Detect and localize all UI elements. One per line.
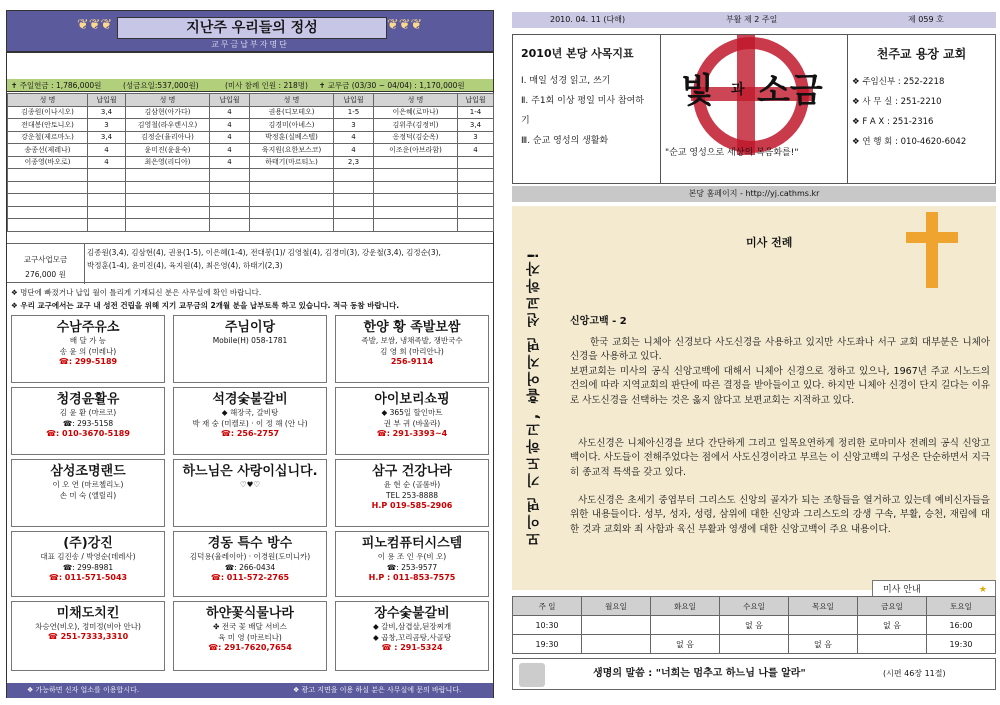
schedule-cell xyxy=(582,635,651,654)
table-cell: 전대봉(안토니오) xyxy=(8,119,88,132)
ad-title: (주)강진 xyxy=(63,536,113,551)
issue-bar xyxy=(512,12,996,28)
word-reference: (시편 46장 11절) xyxy=(883,669,946,678)
newsletter-logo xyxy=(661,35,847,183)
table-cell xyxy=(88,194,126,207)
table-row xyxy=(8,131,494,144)
table-cell xyxy=(250,206,334,219)
ad-sub2: ◆ 곱창,꼬리곰탕,사골탕 xyxy=(372,633,452,642)
table-cell xyxy=(210,219,250,232)
ad-sub2: ☎: 266-0434 xyxy=(224,563,276,572)
table-cell xyxy=(250,219,334,232)
table-cell: 김위주(김정비) xyxy=(374,119,458,132)
table-cell: 납입월 xyxy=(210,94,250,107)
ad-box xyxy=(11,387,165,455)
table-cell xyxy=(8,169,88,182)
liturgical-sunday: 부활 제 2 주일 xyxy=(726,15,778,24)
footer-note-right: ❖ 광고 지면을 이용 하실 분은 사무실에 문의 바랍니다. xyxy=(293,686,462,694)
ad-phone: ☎: 256-2757 xyxy=(220,429,280,438)
article-title: 미사 전례 xyxy=(746,236,793,249)
ad-title: 삼성조명랜드 xyxy=(50,464,126,479)
table-cell xyxy=(374,169,458,182)
ad-title: 수남주유소 xyxy=(56,320,120,335)
table-cell: 김영철(라우렌시오) xyxy=(126,119,210,132)
contact-office: ❖ 사 무 실 : 251-2210 xyxy=(852,97,942,107)
table-cell xyxy=(334,194,374,207)
table-cell: 송종선(제레나) xyxy=(8,144,88,157)
paragraph-1: 한국 교회는 니체아 신경보다 사도신경을 사용하고 있지만 사도좌나 서구 교회 대부분은 니체아 신경을 사용하고 있다. xyxy=(570,337,990,363)
table-cell: 3,4 xyxy=(88,131,126,144)
ad-phone: ☎: 291-7620,7654 xyxy=(208,643,292,652)
ad-sub2: ☎: 299-8981 xyxy=(62,563,114,572)
goal-1: Ⅰ. 매일 성경 읽고, 쓰기 xyxy=(521,76,611,86)
ad-sub2: 박 재 숭 (미켈로) · 이 정 해 (안 나) xyxy=(192,419,308,428)
schedule-cell: 없 음 xyxy=(720,616,789,635)
note-1: ❖ 명단에 빠졌거나 납입 월이 틀리게 기재되신 분은 사무실에 확인 바랍니다. xyxy=(11,288,262,297)
contact-fax: ❖ F A X : 251-2316 xyxy=(852,117,934,127)
table-cell: 3 xyxy=(458,131,494,144)
ad-phone: ☎ 251-7333,3310 xyxy=(47,632,129,641)
table-row xyxy=(8,144,494,157)
schedule-cell: 화요일 xyxy=(651,597,720,616)
schedule-cell: 토요일 xyxy=(927,597,996,616)
table-cell xyxy=(210,206,250,219)
schedule-cell: 없 음 xyxy=(789,635,858,654)
ad-sub2: ☎: 293-5158 xyxy=(62,419,114,428)
ad-sub2: 김 영 희 (마리안나) xyxy=(380,347,444,356)
ad-box xyxy=(173,387,327,455)
goal-3: Ⅲ. 순교 영성의 생활화 xyxy=(521,136,609,146)
schedule-cell: 없 음 xyxy=(651,635,720,654)
table-cell xyxy=(88,206,126,219)
masthead xyxy=(512,34,996,184)
goal-2: Ⅱ. 주1회 이상 평일 미사 참여하기 xyxy=(521,96,644,126)
ad-phone: ☎: 291-3393~4 xyxy=(376,429,448,438)
note-2: ❖ 우리 교구에서는 교구 내 성전 건립을 위해 지기 교무금의 2개월 분을 납부토록 하고 있습니다. 적극 동참 바랍니다. xyxy=(11,301,400,310)
cross-icon xyxy=(900,210,964,290)
table-cell: 성 명 xyxy=(250,94,334,107)
table-cell: 4 xyxy=(334,131,374,144)
ad-phone: ☎: 299-5189 xyxy=(58,357,118,366)
table-cell xyxy=(210,181,250,194)
right-page xyxy=(512,12,996,698)
ad-sub: 김덕용(율레이아) · 이경원(도미니카) xyxy=(189,552,311,561)
table-cell: 이종영(바오로) xyxy=(8,156,88,169)
table-cell: 옹정덕(김순옥) xyxy=(374,131,458,144)
table-cell xyxy=(374,219,458,232)
table-cell xyxy=(88,169,126,182)
table-cell: 하태기(마르티노) xyxy=(250,156,334,169)
table-cell xyxy=(458,169,494,182)
ad-phone: H.P 019-585-2906 xyxy=(371,501,453,510)
ornament-right-icon: ❦❦❦ xyxy=(387,17,423,33)
table-cell xyxy=(126,169,210,182)
dues-table xyxy=(7,93,494,232)
table-cell: 김삼현(아가다) xyxy=(126,106,210,119)
ad-title: 아이보리쇼핑 xyxy=(374,392,450,407)
diocese-fund xyxy=(7,243,493,283)
table-cell: 김정순(율리아나) xyxy=(126,131,210,144)
ad-box xyxy=(335,601,489,671)
mass-guide-text: 미사 안내 xyxy=(883,585,921,595)
left-footer xyxy=(7,683,493,698)
pastoral-goals xyxy=(513,35,661,183)
table-cell xyxy=(8,194,88,207)
logo-word-light: 빛 xyxy=(681,71,714,111)
table-cell xyxy=(210,169,250,182)
schedule-cell xyxy=(651,616,720,635)
schedule-row xyxy=(513,616,996,635)
dues-total: ✝ 교무금 (03/30 ~ 04/04) : 1,170,000원 xyxy=(319,81,465,90)
ad-box xyxy=(173,531,327,597)
table-cell xyxy=(8,219,88,232)
ad-sub: 차승연(비오), 정미정(비아 안나) xyxy=(35,622,141,631)
church-info xyxy=(847,35,995,183)
ad-title: 하느님은 사랑이십니다. xyxy=(182,464,318,479)
ad-sub: 이 용 조 인 우(비 오) xyxy=(377,552,447,561)
mass-schedule xyxy=(512,596,996,654)
ornament-left-icon: ❦❦❦ xyxy=(77,17,113,33)
table-cell xyxy=(250,194,334,207)
schedule-cell: 월요일 xyxy=(582,597,651,616)
weekly-offering: ✝ 주일헌금 : 1,786,000원 xyxy=(11,81,102,90)
table-cell: 4 xyxy=(210,156,250,169)
paragraph-3: 사도신경은 니체아신경을 보다 간단하게 그리고 일목요연하게 정리한 로마미사 전례의 공식 신앙고백이다. 사도들이 전해주었다는 점에서 사도신경이라고 부르는 이 신앙고백의 구성은 단순하면서 지극히 종교적 특색을 갖고 있다. xyxy=(570,438,990,478)
table-cell: 3,4 xyxy=(458,119,494,132)
ad-sub: ◆ 해장국, 갈비탕 xyxy=(221,408,279,417)
page-subtitle: 교무금납부자명단 xyxy=(211,40,289,49)
ad-sub: ◆ 갈비,삼겹살,된장찌개 xyxy=(372,622,452,631)
fund-names-line-2: 박정훈(1-4), 윤미진(4), 육지원(4), 최은영(4), 하태기(2,3) xyxy=(87,261,283,270)
table-cell: 4 xyxy=(88,144,126,157)
logo-word-and: 과 xyxy=(731,82,745,98)
ad-box xyxy=(173,459,327,527)
left-page xyxy=(6,10,494,698)
schedule-cell: 금요일 xyxy=(858,597,927,616)
ad-sub2: 육 미 영 (마르티나) xyxy=(218,633,282,642)
table-cell xyxy=(126,194,210,207)
schedule-cell: 주 일 xyxy=(513,597,582,616)
word-text: 생명의 말씀 : "너희는 멈추고 하느님 나를 알라" xyxy=(593,668,806,679)
issue-date: 2010. 04. 11 (다해) xyxy=(550,15,626,24)
table-cell xyxy=(250,181,334,194)
ad-box xyxy=(11,531,165,597)
table-row xyxy=(8,119,494,132)
table-cell xyxy=(458,206,494,219)
table-cell: 성 명 xyxy=(126,94,210,107)
homepage-link[interactable]: 본당 홈페이지 - http://yj.cathms.kr xyxy=(512,186,996,202)
table-cell: 납입월 xyxy=(88,94,126,107)
table-cell xyxy=(374,181,458,194)
table-cell: 권용(디모테오) xyxy=(250,106,334,119)
table-row xyxy=(8,169,494,182)
table-cell xyxy=(458,181,494,194)
table-cell: 4 xyxy=(88,156,126,169)
paragraph-4: 사도신경은 초세기 중엽부터 그리스도 신앙의 골자가 되는 조항들을 열거하고 있는데 예비신자들을 위한 내용들이다. 성부, 성자, 성령, 삼위에 대한 신앙과 그리스도의 강생 구속, 부활, 승천, 재림에 대한 것과 교회와 죄 사함과 육신 부활과 영생에 대한 신앙고백이 주요 내용이다. xyxy=(570,495,990,535)
ad-title: 경동 특수 방수 xyxy=(207,536,293,551)
ad-sub: 배 달 가 능 xyxy=(69,336,107,345)
schedule-header-row xyxy=(513,597,996,616)
ad-box xyxy=(335,315,489,383)
table-cell: 강운철(제르마노) xyxy=(8,131,88,144)
fund-amount: 276,000 원 xyxy=(25,270,66,279)
ad-sub: 윤 현 순 (골롬바) xyxy=(383,480,441,489)
table-cell xyxy=(374,194,458,207)
fund-names xyxy=(87,246,491,272)
article-subheading: 신앙고백 - 2 xyxy=(570,316,627,327)
ad-box xyxy=(173,315,327,383)
table-cell xyxy=(88,181,126,194)
table-row xyxy=(8,181,494,194)
schedule-row xyxy=(513,635,996,654)
table-cell: 성 명 xyxy=(374,94,458,107)
ad-title: 피노컴퓨터시스템 xyxy=(361,536,463,551)
schedule-cell xyxy=(720,635,789,654)
left-header xyxy=(7,11,493,53)
table-cell: 이은혜(로마나) xyxy=(374,106,458,119)
ad-phone: H.P : 011-853-7575 xyxy=(368,573,456,582)
schedule-cell xyxy=(582,616,651,635)
schedule-cell: 목요일 xyxy=(789,597,858,616)
schedule-cell: 16:00 xyxy=(927,616,996,635)
ad-phone: 256-9114 xyxy=(390,357,434,366)
table-cell: 4 xyxy=(334,144,374,157)
table-cell: 4 xyxy=(210,131,250,144)
ad-title: 주님이당 xyxy=(224,320,276,335)
table-cell: 1-4 xyxy=(458,106,494,119)
schedule-cell: 19:30 xyxy=(927,635,996,654)
table-cell xyxy=(334,181,374,194)
ad-sub2: 손 미 숙 (엘릴리) xyxy=(59,491,117,500)
issue-number: 제 059 호 xyxy=(908,15,944,24)
table-cell xyxy=(458,194,494,207)
ad-phone: ☎: 010-3670-5189 xyxy=(46,429,130,438)
ad-title: 하얀꽃식물나라 xyxy=(206,606,294,621)
table-cell xyxy=(458,219,494,232)
ad-sub: ◆ 365일 할인마트 xyxy=(381,408,443,417)
table-cell: 김종원(이나시오) xyxy=(8,106,88,119)
table-cell: 4 xyxy=(210,106,250,119)
attendance: (미사 참례 인원 : 218명) xyxy=(225,81,308,90)
vertical-slogan: 모이면 기도하고, 흩어지면 선교하자! xyxy=(512,206,556,590)
table-cell xyxy=(126,181,210,194)
table-cell: 이조운(아브라함) xyxy=(374,144,458,157)
ad-phone: ☎: 011-572-2765 xyxy=(210,573,290,582)
table-cell: 3 xyxy=(334,119,374,132)
table-cell xyxy=(458,156,494,169)
ad-sub: Mobile(H) 058-1781 xyxy=(212,336,288,345)
schedule-cell xyxy=(858,635,927,654)
schedule-cell: 10:30 xyxy=(513,616,582,635)
table-cell: 김경미(아녜스) xyxy=(250,119,334,132)
table-cell: 4 xyxy=(458,144,494,157)
ad-box xyxy=(11,459,165,527)
table-cell: 윤미진(윤윤숙) xyxy=(126,144,210,157)
table-row xyxy=(8,206,494,219)
ad-box xyxy=(173,601,327,671)
schedule-cell: 수요일 xyxy=(720,597,789,616)
table-cell: 최은영(리디아) xyxy=(126,156,210,169)
table-cell xyxy=(126,206,210,219)
table-cell: 박정훈(실베스텔) xyxy=(250,131,334,144)
ad-sub: 김 윤 환 (마르코) xyxy=(59,408,117,417)
ad-title: 미채도치킨 xyxy=(56,606,120,621)
article xyxy=(556,206,996,590)
table-cell xyxy=(250,169,334,182)
table-cell xyxy=(8,206,88,219)
ad-title: 석경숯불갈비 xyxy=(212,392,288,407)
fund-label-text: 교구사업모금 xyxy=(23,255,68,264)
slogan: "순교 영성으로 세상의 복음화를!" xyxy=(665,148,799,158)
ad-sub: ✤ 전국 꽃 배달 서비스 xyxy=(213,622,287,631)
page-title: 지난주 우리들의 정성 xyxy=(117,17,387,39)
footer-note-left: ❖ 가능하면 신자 업소를 이용합시다. xyxy=(27,686,140,694)
schedule-cell xyxy=(789,616,858,635)
table-cell: 납입월 xyxy=(458,94,494,107)
ad-box xyxy=(335,387,489,455)
table-row xyxy=(8,106,494,119)
ad-sub: 대표 김진송 / 박영순(데레사) xyxy=(40,552,136,561)
table-cell xyxy=(334,169,374,182)
table-cell: 3 xyxy=(88,119,126,132)
ad-box xyxy=(11,315,165,383)
jesus-image-icon xyxy=(519,663,545,687)
table-row xyxy=(8,194,494,207)
contact-pastor: ❖ 주임신부 : 252-2218 xyxy=(852,77,945,87)
ad-sub2: TEL 253-8888 xyxy=(386,491,438,500)
ad-sub2: 권 부 귀 (바울라) xyxy=(383,419,441,428)
table-cell xyxy=(126,219,210,232)
ad-box xyxy=(11,601,165,671)
ad-sub: 이 오 연 (마르첼리노) xyxy=(52,480,124,489)
word-of-life xyxy=(512,658,996,690)
ad-title: 장수숯불갈비 xyxy=(374,606,450,621)
pastoral-goals-title: 2010년 본당 사목지표 xyxy=(521,47,634,60)
fund-names-line-1: 김종원(3,4), 김삼현(4), 권용(1-5), 이은혜(1-4), 전대봉(1)/ 김영철(4), 김경미(3), 강운철(3,4), 김정순(3), xyxy=(87,248,441,257)
ad-phone: ☎: 011-571-5043 xyxy=(48,573,128,582)
schedule-cell: 19:30 xyxy=(513,635,582,654)
table-cell: 성 명 xyxy=(8,94,88,107)
table-cell: 4 xyxy=(210,119,250,132)
table-cell xyxy=(88,219,126,232)
ad-sub: 족발, 보쌈, 냉채족발, 쟁반국수 xyxy=(361,336,463,345)
ad-sub2: 송 윤 의 (미레나) xyxy=(59,347,117,356)
good-friday-offering: (성금요일:537,000원) xyxy=(123,81,199,90)
table-cell xyxy=(374,156,458,169)
table-row xyxy=(8,156,494,169)
paragraph-2: 보편교회는 미사의 공식 신앙고백에 대해서 니체아 신경으로 정하고 있으나, 1967년 주교 시노드의 건의에 따라 지역교회의 판단에 따른 결정을 받아들이고 있다. 하지만 니체아 신경이 단지 길다는 이유로 사도신경을 선택하는 것은 옳지 않다고 보편교회는 지적하고 있다. xyxy=(570,366,990,406)
table-cell xyxy=(8,181,88,194)
fund-label xyxy=(7,244,85,284)
ad-title: 한양 황 족발보쌈 xyxy=(363,320,461,335)
schedule-cell: 없 음 xyxy=(858,616,927,635)
logo-word-salt: 소금 xyxy=(757,71,823,111)
table-cell: 육지원(요한보스코) xyxy=(250,144,334,157)
table-header-row xyxy=(8,94,494,107)
ad-sub2: ☎: 253-9577 xyxy=(386,563,438,572)
summary-bar xyxy=(7,79,493,92)
table-cell xyxy=(334,219,374,232)
table-cell: 3,4 xyxy=(88,106,126,119)
star-icon: ★ xyxy=(978,585,987,595)
ad-box xyxy=(335,531,489,597)
church-name: 천주교 용장 교회 xyxy=(876,47,967,61)
ad-box xyxy=(335,459,489,527)
ad-sub: ♡♥♡ xyxy=(239,480,261,489)
table-row xyxy=(8,219,494,232)
ad-phone: ☎ : 291-5324 xyxy=(381,643,443,652)
table-cell: 1-5 xyxy=(334,106,374,119)
table-cell: 2,3 xyxy=(334,156,374,169)
ad-title: 삼구 건강나라 xyxy=(372,464,452,479)
table-cell: 4 xyxy=(210,144,250,157)
table-cell xyxy=(334,206,374,219)
ad-title: 청경윤활유 xyxy=(56,392,120,407)
table-cell: 납입월 xyxy=(334,94,374,107)
table-cell xyxy=(374,206,458,219)
table-cell xyxy=(210,194,250,207)
contact-association: ❖ 연 행 회 : 010-4620-6042 xyxy=(852,137,967,147)
